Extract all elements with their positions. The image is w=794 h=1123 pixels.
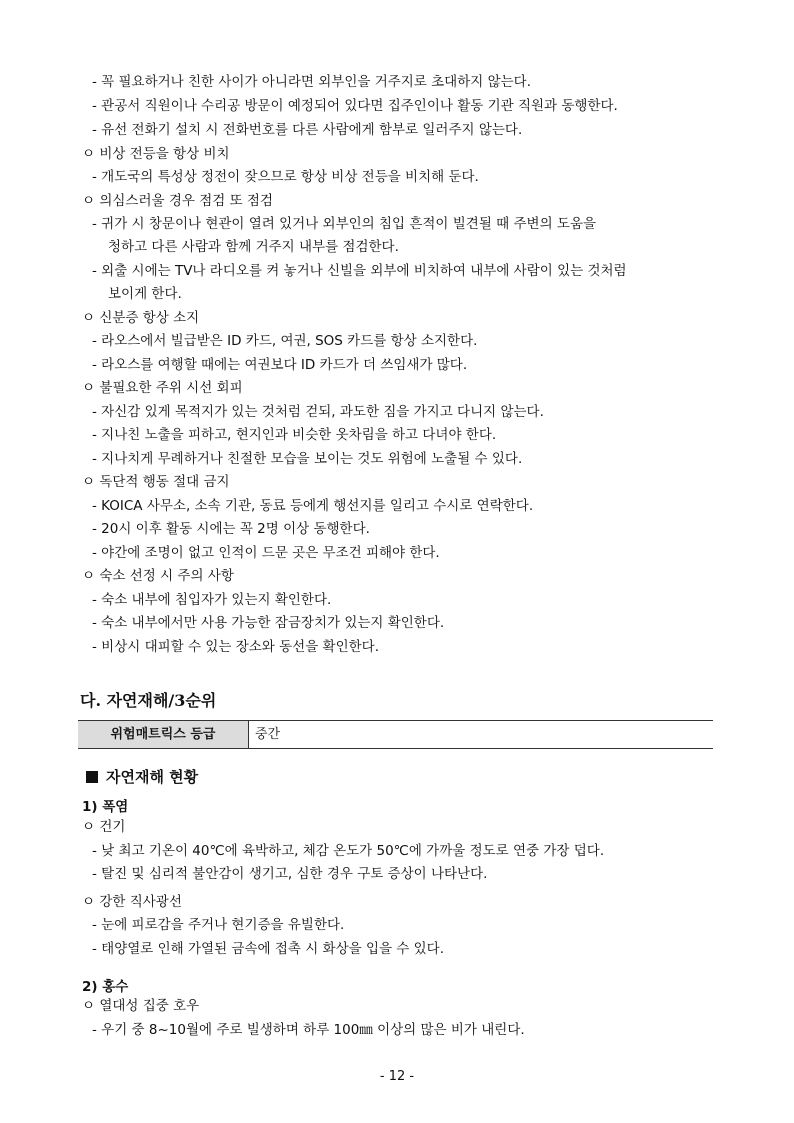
text-line: - 라오스를 여행할 때에는 여권보다 ID 카드가 더 쓰임새가 많다. bbox=[92, 357, 468, 373]
subheading bbox=[86, 766, 198, 787]
text-line: - 귀가 시 창문이나 현관이 열려 있거나 외부인의 침입 흔적이 빌견될 때 주변의 도움을 bbox=[92, 216, 597, 232]
text-line: - 꼭 필요하거나 친한 사이가 아니라면 외부인을 거주지로 초대하지 않는다. bbox=[92, 74, 532, 90]
bullet-heading: ㅇ 비상 전등을 항상 비치 bbox=[82, 146, 230, 162]
bullet-heading: ㅇ 독단적 행동 절대 금지 bbox=[82, 474, 230, 490]
text-line: - 20시 이후 활동 시에는 꼭 2명 이상 동행한다. bbox=[92, 521, 370, 537]
section-title: 다. 자연재해/3순위 bbox=[80, 691, 217, 710]
text-line: - 우기 중 8~10월에 주로 빌생하며 하루 100㎜ 이상의 많은 비가 내린다. bbox=[92, 1022, 525, 1038]
text-line: - 야간에 조명이 없고 인적이 드문 곳은 무조건 피해야 한다. bbox=[92, 545, 440, 561]
risk-matrix-label: 위험매트릭스 등급 bbox=[78, 721, 249, 748]
text-line-continuation: 보이게 한다. bbox=[108, 286, 182, 302]
text-line: - 낮 최고 기온이 40℃에 육박하고, 체감 온도가 50℃에 가까울 정도로 연중 가장 덥다. bbox=[92, 843, 605, 859]
text-line: - 유선 전화기 설치 시 전화번호를 다른 사람에게 함부로 일러주지 않는다. bbox=[92, 122, 523, 138]
text-line: - KOICA 사무소, 소속 기관, 동료 등에게 행선지를 일리고 수시로 연락한다. bbox=[92, 498, 534, 514]
risk-matrix-value: 중간 bbox=[255, 727, 281, 742]
text-line-continuation: 청하고 다른 사람과 함께 거주지 내부를 점검한다. bbox=[108, 239, 399, 255]
bullet-heading: ㅇ 강한 직사광선 bbox=[82, 894, 182, 910]
text-line: - 개도국의 특성상 정전이 잦으므로 항상 비상 전등을 비치해 둔다. bbox=[92, 169, 479, 185]
text-line: - 숙소 내부에 침입자가 있는지 확인한다. bbox=[92, 592, 332, 608]
text-line: - 지나치게 무례하거나 친절한 모습을 보이는 것도 위험에 노출될 수 있다. bbox=[92, 451, 523, 467]
text-line: - 숙소 내부에서만 사용 가능한 잠금장치가 있는지 확인한다. bbox=[92, 615, 445, 631]
bullet-heading: ㅇ 신분증 항상 소지 bbox=[82, 310, 200, 326]
text-line: - 관공서 직원이나 수리공 방문이 예정되어 있다면 집주인이나 활동 기관 직원과 동행한다. bbox=[92, 98, 618, 114]
bullet-heading: ㅇ 불필요한 주위 시선 회피 bbox=[82, 380, 243, 396]
black-square-icon bbox=[86, 771, 98, 783]
text-line: - 탈진 및 심리적 불안감이 생기고, 심한 경우 구토 증상이 나타난다. bbox=[92, 866, 488, 882]
text-line: - 태양열로 인해 가열된 금속에 접촉 시 화상을 입을 수 있다. bbox=[92, 941, 445, 957]
bullet-heading: ㅇ 의심스러울 경우 점검 또 점검 bbox=[82, 193, 273, 209]
text-line: - 지나친 노출을 피하고, 현지인과 비슷한 옷차림을 하고 다녀야 한다. bbox=[92, 427, 497, 443]
text-line: - 라오스에서 빌급받은 ID 카드, 여권, SOS 카드를 항상 소지한다. bbox=[92, 333, 478, 349]
bullet-heading: ㅇ 건기 bbox=[82, 819, 126, 835]
page-number: - 12 - bbox=[379, 1069, 415, 1084]
text-line: - 비상시 대피할 수 있는 장소와 동선을 확인한다. bbox=[92, 639, 379, 655]
text-line: - 눈에 피로감을 주거나 현기증을 유빌한다. bbox=[92, 917, 345, 933]
text-line: - 외출 시에는 TV나 라디오를 켜 놓거나 신빌을 외부에 비치하여 내부에 사람이 있는 것처럼 bbox=[92, 263, 627, 279]
subheading-text: 자연재해 현황 bbox=[106, 768, 199, 786]
bullet-heading: ㅇ 열대성 집중 호우 bbox=[82, 998, 200, 1014]
numbered-heading-heat: 1) 폭염 bbox=[82, 799, 129, 815]
risk-matrix-table bbox=[78, 720, 713, 749]
text-line: - 자신감 있게 목적지가 있는 것처럼 걷되, 과도한 짐을 가지고 다니지 않는다. bbox=[92, 404, 544, 420]
numbered-heading-flood: 2) 홍수 bbox=[82, 979, 129, 995]
bullet-heading: ㅇ 숙소 선정 시 주의 사항 bbox=[82, 568, 234, 584]
